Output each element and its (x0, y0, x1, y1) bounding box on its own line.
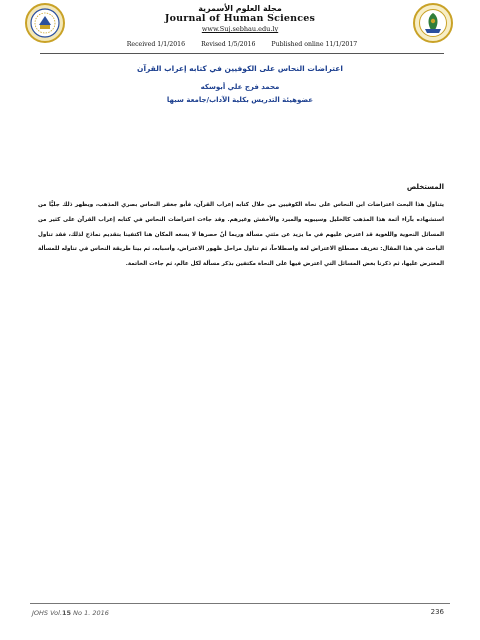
footer-journal-abbr: JOHS Vol. (32, 609, 63, 617)
author-affiliation: عضوهيئة التدريس بكلية الآداب/جامعة سبها (166, 96, 314, 104)
university-seal-icon (25, 3, 65, 43)
header-divider (40, 53, 444, 54)
revised-date: Revised 1/5/2016 (201, 41, 256, 48)
journal-name-arabic: مجلة العلوم الأسمرية (198, 4, 282, 13)
footer-divider (30, 603, 450, 604)
footer-issue-label: No (73, 609, 82, 617)
journal-name-english: Journal of Human Sciences (164, 13, 316, 24)
published-date: Published online 11/1/2017 (271, 41, 358, 48)
abstract-heading: المستخلص (406, 183, 444, 191)
footer-volume: 15 (62, 609, 72, 617)
footer-year: 2016 (92, 609, 109, 617)
sebha-university-seal-icon (413, 3, 453, 43)
publication-dates (62, 41, 422, 48)
footer-issue: 1. (84, 609, 91, 617)
author-name: محمد فرج علي أبوسكه (200, 83, 280, 91)
abstract-body (38, 198, 444, 272)
abstract-paragraph: يتناول هذا البحث اعتراضات ابن النحاس على نحاة الكوفيين من خلال كتابه إعراب القرآن، فأبو جعفر النحاس بصري المذهب، ويظهر ذلك جليًّا من استشهاده بآراء أئمة هذا المذهب كالخليل وسيبويه والمبرد والأخفش وغيرهم. وقد جاءت اعتراضات النحاس في كتابه إعراب القرآن على كثير من المسائل النحوية واللغوية قد اعترض عليهم في ما يزيد عن مئتي مسألة وربما أنّ حصرها لا يسعه المكان هنا اكتفينا بتقديم نماذج لذلك، فقد تناول الباحث في هذا المقال: تعريف مصطلح الاعتراض لغة واصطلاحاً، ثم تناول مراحل ظهور الاعتراض، وأسبابه، ثم بينا طريقة النحاس في تناوله للمسألة المعترض عليها، ثم ذكرنا بعض المسائل التي اعترض فيها على النحاة مكتفين بذكر مسألة لكل عالم، ثم جاءت الخاتمة. (38, 202, 444, 268)
paper-title: اعتراضات النحاس على الكوفيين في كتابه إعراب القرآن (137, 64, 343, 73)
page-number: 236 (430, 608, 444, 616)
received-date: Received 1/1/2016 (126, 41, 186, 48)
journal-url-link[interactable]: www.Suj.sebhau.edu.ly (201, 25, 279, 33)
footer-citation (32, 609, 109, 617)
